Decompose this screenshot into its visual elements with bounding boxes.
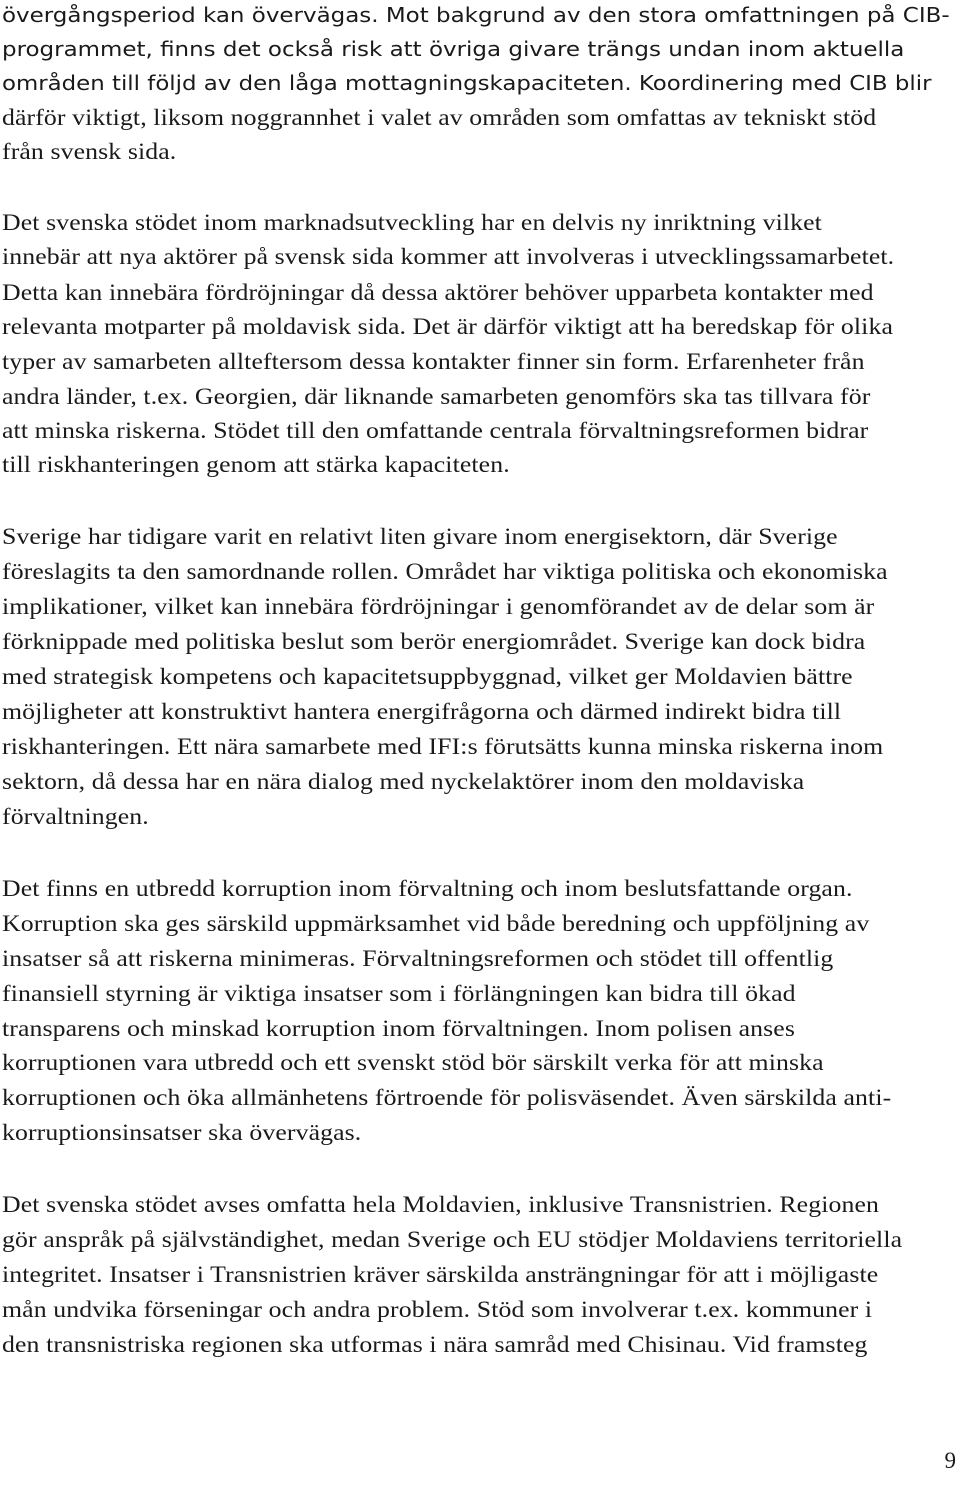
text-line: finansiell styrning är viktiga insatser som i förlängningen kan bidra till ökad [2,981,796,1006]
text-line: sektorn, då dessa har en nära dialog med nyckelaktörer inom den moldaviska [2,769,805,794]
text-line: insatser så att riskerna minimeras. Förvaltningsreformen och stödet till offentlig [2,946,834,971]
text-line: att minska riskerna. Stödet till den omfattande centrala förvaltningsreformen bidrar [2,418,869,443]
text-line: möjligheter att konstruktivt hantera energifrågorna och därmed indirekt bidra till [2,699,842,724]
text-line: Det finns en utbredd korruption inom förvaltning och inom beslutsfattande organ. [2,876,853,901]
text-line: implikationer, vilket kan innebära fördröjningar i genomförandet av de delar som är [2,594,875,619]
text-line: föreslagits ta den samordnande rollen. Området har viktiga politiska och ekonomiska [2,559,888,584]
text-line: därför viktigt, liksom noggrannhet i valet av områden som omfattas av tekniskt stöd [2,105,877,130]
text-line: områden till följd av den låga mottagningskapaciteten. Koordinering med CIB blir [2,71,932,95]
text-line: den transnistriska regionen ska utformas i nära samråd med Chisinau. Vid framsteg [2,1332,868,1357]
text-line: Det svenska stödet avses omfatta hela Moldavien, inklusive Transnistrien. Regionen [2,1192,880,1217]
text-line: korruptionsinsatser ska övervägas. [2,1120,362,1145]
text-line: andra länder, t.ex. Georgien, där liknande samarbeten genomförs ska tas tillvara för [2,384,871,409]
text-line: riskhanteringen. Ett nära samarbete med IFI:s förutsätts kunna minska riskerna inom [2,734,884,759]
text-line: från svensk sida. [2,139,177,164]
text-line: programmet, finns det också risk att övriga givare trängs undan inom aktuella [2,37,905,61]
text-line: integritet. Insatser i Transnistrien kräver särskilda ansträngningar för att i möjligaste [2,1262,879,1287]
text-line: övergångsperiod kan övervägas. Mot bakgrund av den stora omfattningen på CIB- [2,3,950,27]
text-line: transparens och minskad korruption inom förvaltningen. Inom polisen anses [2,1016,795,1041]
text-line: innebär att nya aktörer på svensk sida kommer att involveras i utvecklingssamarbetet. [2,244,895,269]
text-line: korruptionen vara utbredd och ett svenskt stöd bör särskilt verka för att minska [2,1050,824,1075]
text-line: Detta kan innebära fördröjningar då dessa aktörer behöver upparbeta kontakter med [2,280,874,305]
text-line: till riskhanteringen genom att stärka kapaciteten. [2,452,510,477]
text-line: förknippade med politiska beslut som berör energiområdet. Sverige kan dock bidra [2,629,866,654]
page-number: 9 [944,1448,956,1473]
text-line: mån undvika förseningar och andra problem. Stöd som involverar t.ex. kommuner i [2,1297,873,1322]
text-line: relevanta motparter på moldavisk sida. Det är därför viktigt att ha beredskap för olika [2,314,893,339]
text-line: gör anspråk på självständighet, medan Sverige och EU stödjer Moldaviens territoriella [2,1227,903,1252]
text-line: med strategisk kompetens och kapacitetsuppbyggnad, vilket ger Moldavien bättre [2,664,853,689]
text-line: typer av samarbeten allteftersom dessa kontakter finner sin form. Erfarenheter från [2,349,865,374]
text-line: Korruption ska ges särskild uppmärksamhet vid både beredning och uppföljning av [2,911,870,936]
text-line: korruptionen och öka allmänhetens förtroende för polisväsendet. Även särskilda anti- [2,1085,892,1110]
text-line: Det svenska stödet inom marknadsutveckling har en delvis ny inriktning vilket [2,210,822,235]
text-line: förvaltningen. [2,804,149,829]
text-line: Sverige har tidigare varit en relativt liten givare inom energisektorn, där Sverige [2,524,838,549]
